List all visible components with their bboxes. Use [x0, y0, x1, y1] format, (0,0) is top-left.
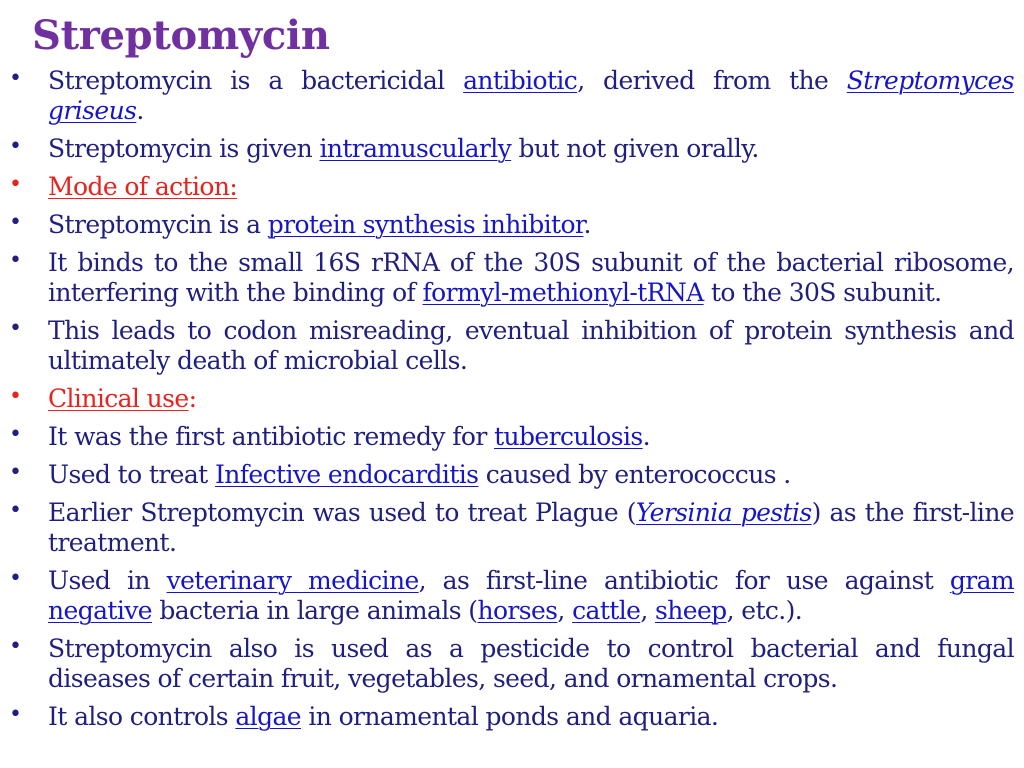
hyperlink[interactable]: intramuscularly	[319, 134, 512, 163]
hyperlink[interactable]: sheep	[655, 596, 727, 625]
bullet-item	[0, 134, 1024, 164]
bullet-text: Streptomycin is given	[48, 134, 320, 163]
hyperlink[interactable]: horses	[477, 596, 558, 625]
hyperlink[interactable]: Clinical use	[48, 384, 189, 413]
bullet-text: Streptomycin also is used as a pesticide to control bacterial and fungal diseases of certain fruit, vegetables, seed, and ornamental crops.	[48, 634, 1014, 693]
bullet-text: , derived from the	[577, 66, 847, 95]
bullet-text: It binds to the small 16S rRNA of the 30S subunit of the bacterial ribosome, interfering with the binding of	[48, 248, 1014, 307]
bullet-dot-icon: •	[9, 566, 22, 591]
bullet-text: caused by enterococcus .	[478, 460, 791, 489]
hyperlink[interactable]: Streptomyces griseus	[48, 66, 1014, 125]
bullet-dot-icon: •	[9, 634, 22, 659]
bullet-item	[0, 566, 1024, 626]
hyperlink[interactable]: formyl-methionyl-tRNA	[422, 278, 704, 307]
bullet-item	[0, 248, 1024, 308]
bullet-text: Streptomycin is a bactericidal	[48, 66, 464, 95]
bullet-text: Used to treat	[48, 460, 215, 489]
bullet-text: ) as the first-line treatment.	[48, 498, 1015, 557]
hyperlink[interactable]: veterinary medicine	[166, 566, 419, 595]
bullet-text: in ornamental ponds and aquaria.	[300, 702, 719, 731]
bullet-text: It was the first antibiotic remedy for	[48, 422, 495, 451]
bullet-dot-icon: •	[9, 384, 22, 409]
hyperlink[interactable]: protein synthesis inhibitor	[267, 210, 584, 239]
bullet-dot-icon: •	[9, 498, 22, 523]
section-heading-item	[0, 384, 1024, 414]
slide-title: Streptomycin	[32, 12, 330, 59]
bullet-dot-icon: •	[9, 248, 22, 273]
bullet-item	[0, 498, 1024, 558]
bullet-text: .	[642, 422, 650, 451]
section-heading-item	[0, 172, 1024, 202]
bullet-text: bacteria in large animals (	[151, 596, 478, 625]
bullet-item	[0, 422, 1024, 452]
bullet-text: Earlier Streptomycin was used to treat Plague (	[48, 498, 636, 527]
bullet-text: .	[583, 210, 591, 239]
bullet-text: ,	[640, 596, 656, 625]
bullet-dot-icon: •	[9, 210, 22, 235]
bullet-item	[0, 66, 1024, 126]
bullet-text: Streptomycin is a	[48, 210, 268, 239]
bullet-text: .	[136, 96, 144, 125]
bullet-text: to the 30S subunit.	[703, 278, 942, 307]
bullet-text: , etc.).	[726, 596, 803, 625]
bullet-text: , as first-line antibiotic for use against	[418, 566, 950, 595]
bullet-item	[0, 460, 1024, 490]
bullet-dot-icon: •	[9, 460, 22, 485]
hyperlink[interactable]: algae	[235, 702, 301, 731]
hyperlink[interactable]: antibiotic	[463, 66, 578, 95]
bullet-item	[0, 316, 1024, 376]
bullet-text: This leads to codon misreading, eventual inhibition of protein synthesis and ultimately death of microbial cells.	[48, 316, 1014, 375]
bullet-text: ,	[557, 596, 573, 625]
bullet-dot-icon: •	[9, 422, 22, 447]
bullet-text: :	[188, 384, 197, 413]
hyperlink[interactable]: tuberculosis	[494, 422, 643, 451]
bullet-text: Used in	[48, 566, 167, 595]
hyperlink[interactable]: Mode of action:	[48, 172, 238, 201]
bullet-dot-icon: •	[9, 172, 22, 197]
bullet-item	[0, 634, 1024, 694]
hyperlink[interactable]: Yersinia pestis	[635, 498, 812, 527]
bullet-dot-icon: •	[9, 316, 22, 341]
bullet-list	[0, 66, 1024, 740]
hyperlink[interactable]: gram negative	[48, 566, 1015, 625]
hyperlink[interactable]: cattle	[572, 596, 641, 625]
bullet-text: but not given orally.	[511, 134, 759, 163]
bullet-item	[0, 210, 1024, 240]
bullet-text: It also controls	[48, 702, 236, 731]
bullet-item	[0, 702, 1024, 732]
bullet-dot-icon: •	[9, 702, 22, 727]
bullet-dot-icon: •	[9, 66, 22, 91]
hyperlink[interactable]: Infective endocarditis	[214, 460, 479, 489]
bullet-dot-icon: •	[9, 134, 22, 159]
